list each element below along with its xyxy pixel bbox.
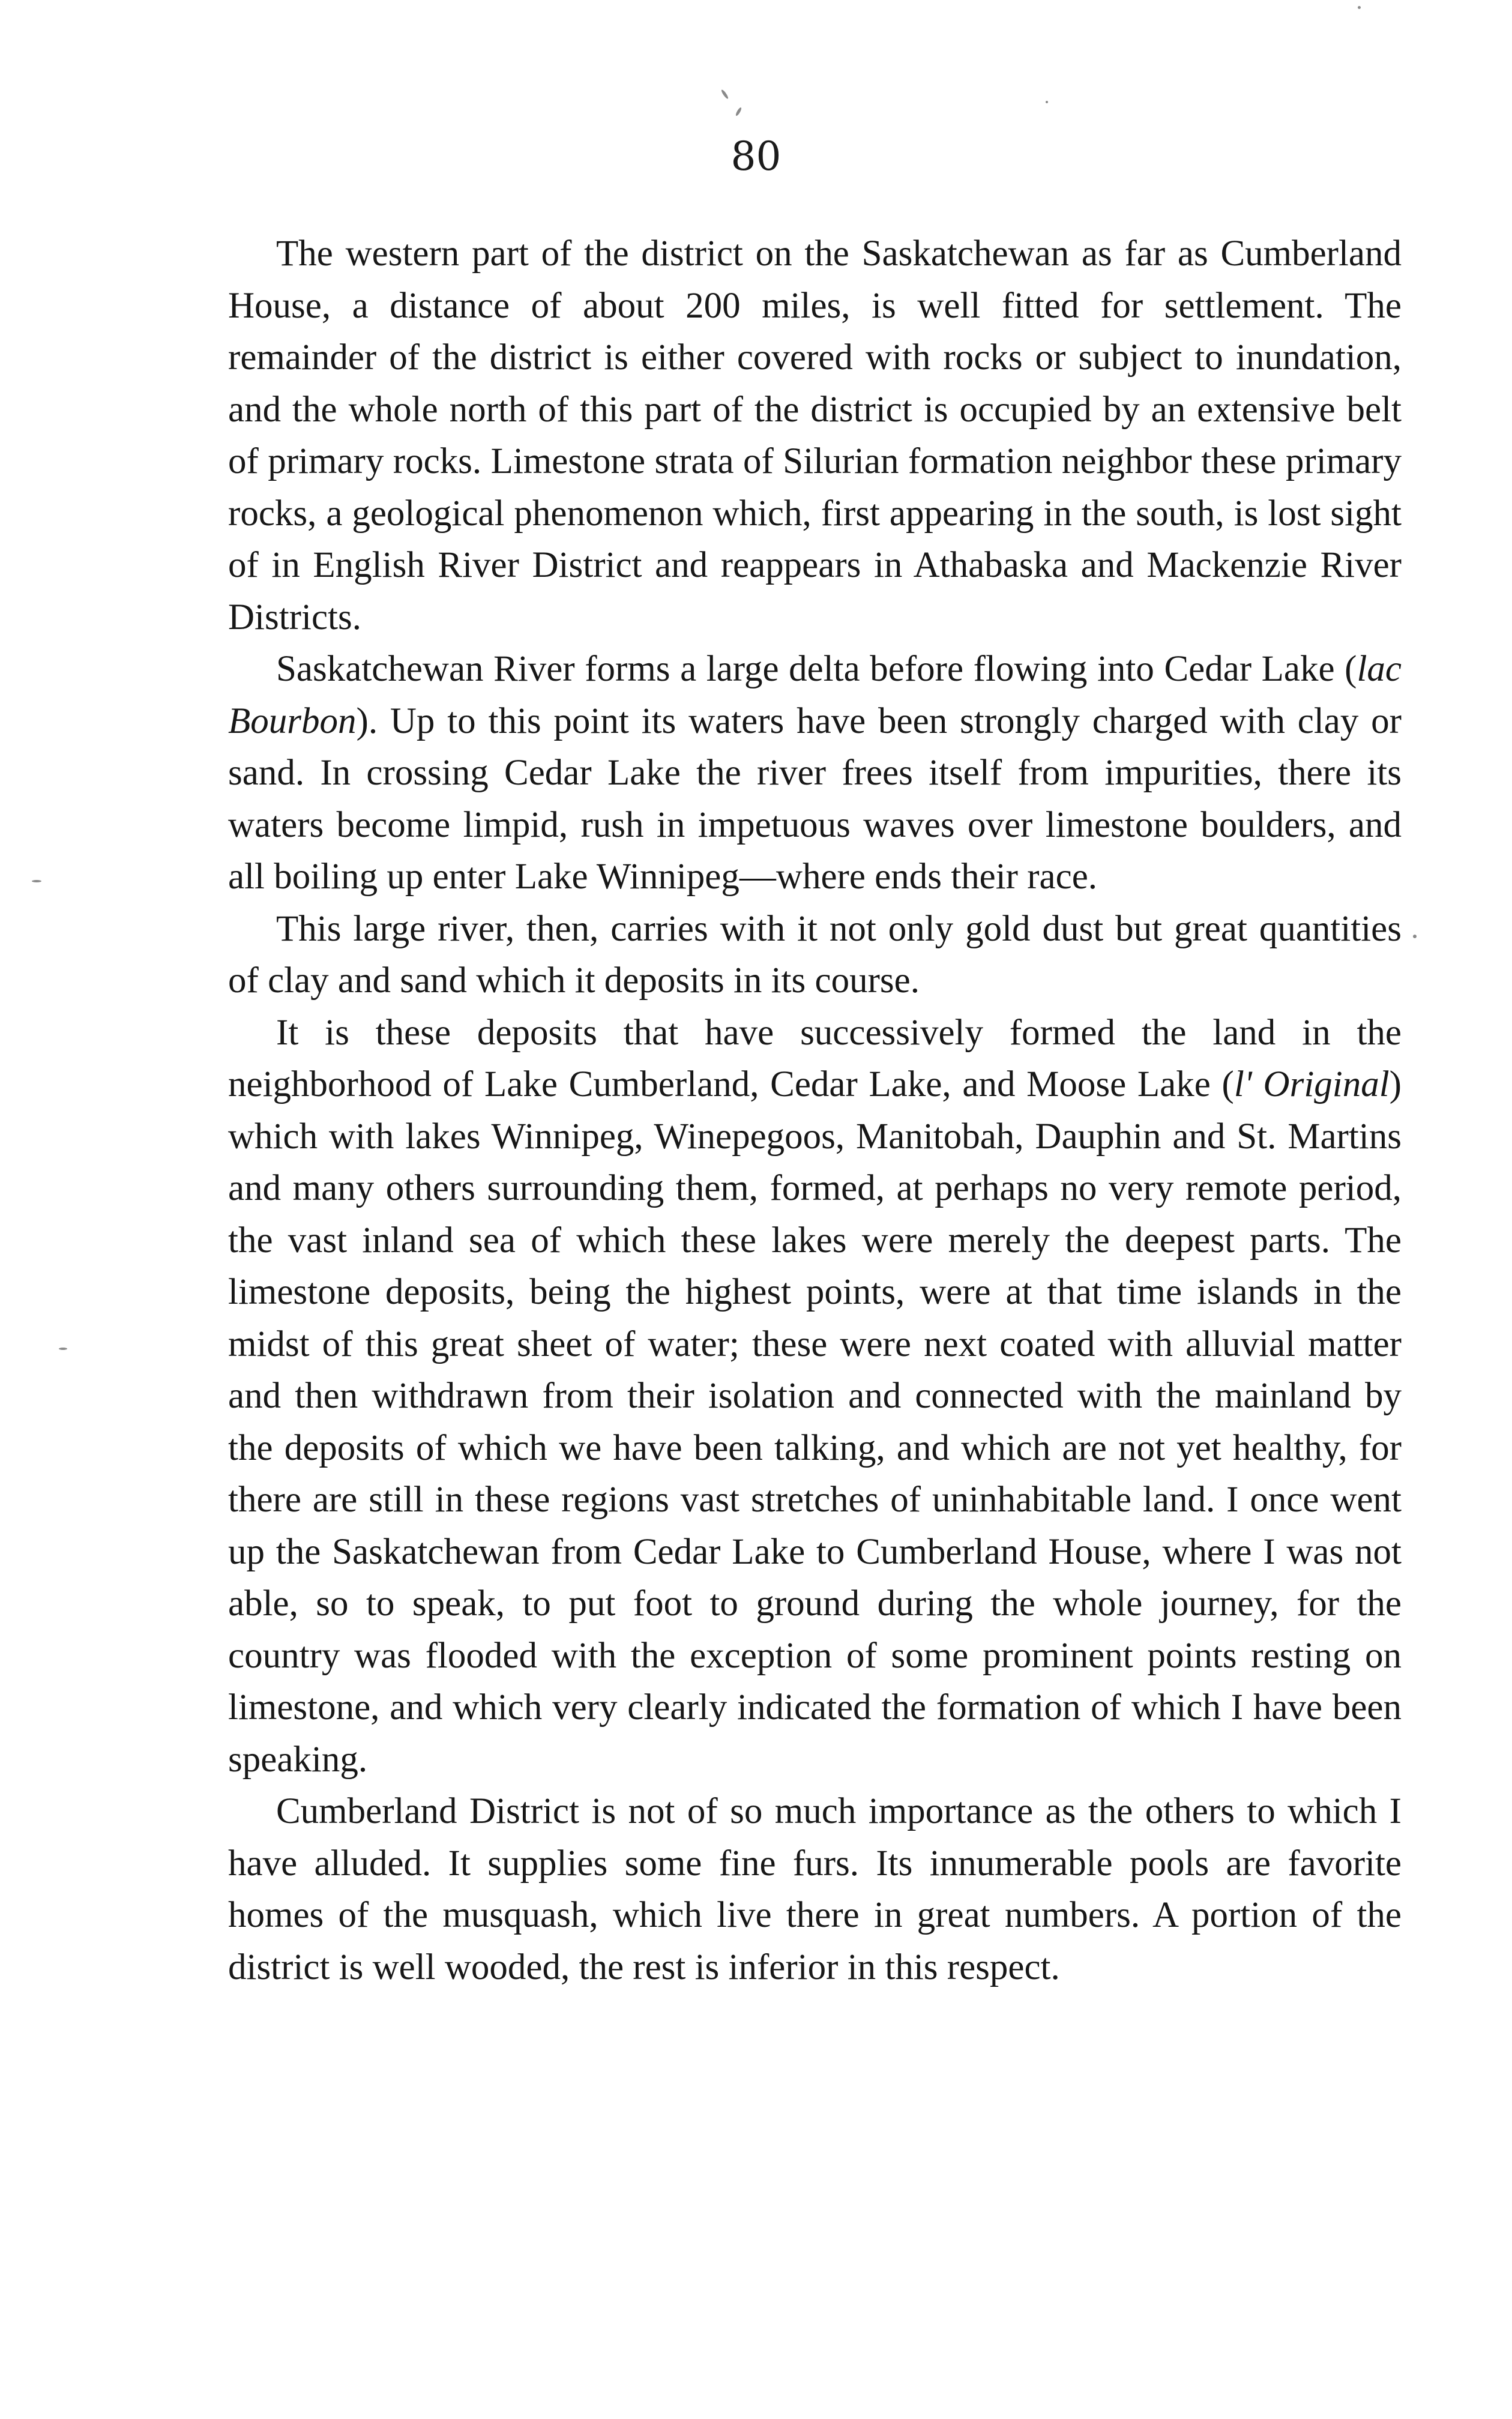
paragraph-text: ). Up to this point its waters have been strongly charged with clay or sand. In crossing Cedar Lake the river frees itself from impurities, there its waters become limpid, rush in impetuous waves over limestone boulders, and all boiling up enter Lake Winnipeg—where ends their race.	[228, 700, 1402, 897]
paragraph	[228, 643, 1402, 903]
paragraph-text: It is these deposits that have successively formed the land in the neighborhood of Lake Cumberland, Cedar Lake, and Moose Lake (	[228, 1012, 1402, 1104]
page-number: 80	[730, 133, 782, 179]
print-speck	[1413, 935, 1417, 938]
print-speck	[32, 880, 41, 882]
print-speck	[720, 89, 729, 100]
paragraph-text: Saskatchewan River forms a large delta before flowing into Cedar Lake (	[276, 649, 1357, 689]
italic-place-name: lac Bourbon	[228, 649, 1402, 741]
print-speck	[59, 1348, 67, 1350]
paragraph	[228, 1007, 1402, 1786]
paragraph-text: Cumberland District is not of so much importance as the others to which I have alluded. It supplies some fine furs. Its innumerable pools are favorite homes of the musquash, which live there in great numbers. A portion of the district is well wooded, the rest is inferior in this respect.	[228, 1791, 1402, 1987]
paragraph-text: This large river, then, carries with it not only gold dust but great quantities of clay and sand which it deposits in its course.	[228, 908, 1402, 1001]
paragraph-text: ) which with lakes Winnipeg, Winepegoos, Manitobah, Dauphin and St. Martins and many others surrounding them, formed, at perhaps no very remote period, the vast inland sea of which these lakes were merely the deepest parts. The limestone deposits, being the highest points, were at that time islands in the midst of this great sheet of water; these were next coated with alluvial matter and then withdrawn from their isolation and connected with the mainland by the deposits of which we have been talking, and which are not yet healthy, for there are still in these regions vast stretches of uninhabitable land. I once went up the Saskatchewan from Cedar Lake to Cumberland House, where I was not able, so to speak, to put foot to ground during the whole journey, for the country was flooded with the exception of some prominent points resting on limestone, and which very clearly indicated the formation of which I have been speaking.	[228, 1064, 1402, 1780]
paragraph	[228, 903, 1402, 1007]
paragraph	[228, 1786, 1402, 1993]
body-text	[228, 228, 1402, 1993]
print-speck	[1046, 101, 1048, 103]
paragraph	[228, 228, 1402, 643]
italic-place-name: l' Original	[1233, 1064, 1390, 1104]
paragraph-text: The western part of the district on the Saskatchewan as far as Cumberland House, a distance of about 200 miles, is well fitted for settlement. The remainder of the district is either covered with rocks or subject to inundation, and the whole north of this part of the district is occupied by an extensive belt of primary rocks. Limestone strata of Silurian formation neighbor these primary rocks, a geological phenomenon which, first appearing in the south, is lost sight of in English River District and reappears in Athabaska and Mackenzie River Districts.	[228, 233, 1402, 637]
print-speck	[735, 107, 742, 116]
print-speck	[1358, 6, 1361, 9]
